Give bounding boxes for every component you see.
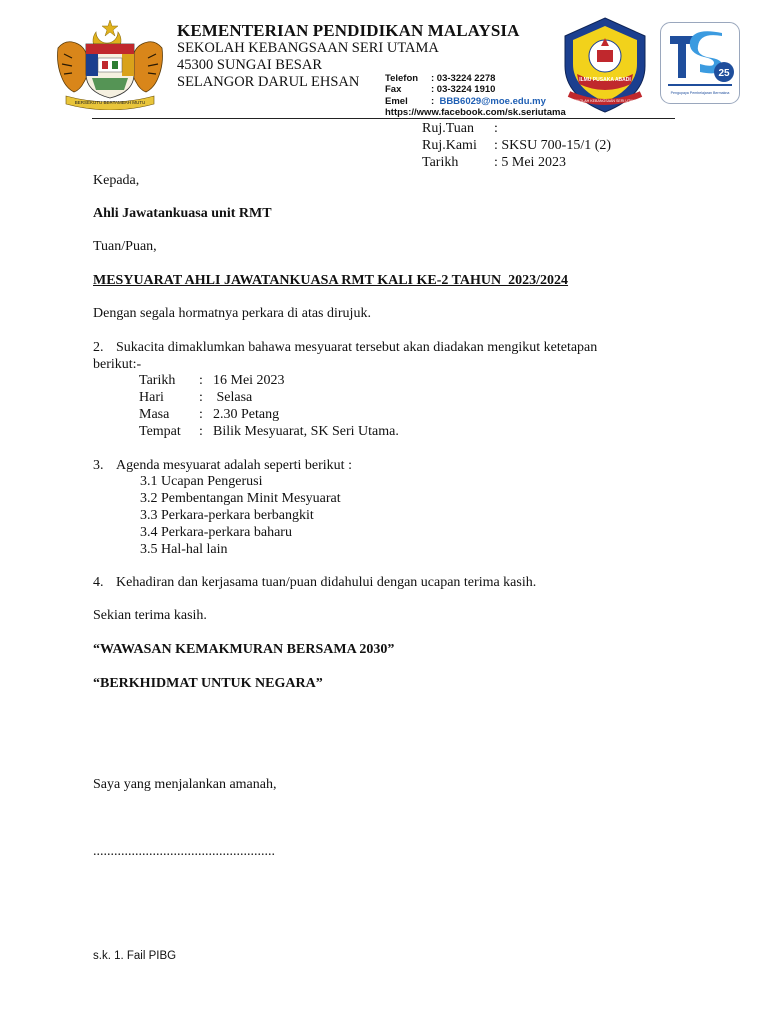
salutation: Tuan/Puan, (93, 239, 157, 254)
ref-date-row (422, 155, 566, 171)
schedule-colon: : (199, 424, 203, 439)
fax-label: Fax (385, 84, 402, 95)
phone-value: : 03-3224 2278 (431, 73, 496, 84)
paragraph-3-text: Agenda mesyuarat adalah seperti berikut : (116, 458, 352, 473)
crest-motto: BERSEKUTU BERTAMBAH MUTU (74, 100, 146, 105)
ts25-subtitle: Pengupaya Pembelajaran Bermakna (670, 91, 730, 95)
school-badge-logo (555, 16, 655, 114)
schedule-row (139, 406, 279, 423)
schedule-value: 16 Mei 2023 (213, 373, 285, 388)
closing-line: Sekian terima kasih. (93, 608, 207, 623)
ref-date-value: : 5 Mei 2023 (494, 155, 566, 170)
agenda-item: 3.5 Hal-hal lain (140, 542, 228, 557)
email-colon: : (431, 96, 435, 107)
paragraph-2-text: Sukacita dimaklumkan bahawa mesyuarat tersebut akan diadakan mengikut ketetapan (116, 340, 598, 355)
paragraph-3 (93, 457, 352, 474)
subject-heading: MESYUARAT AHLI JAWATANKUASA RMT KALI KE-2 TAHUN 2023/2024 (93, 273, 569, 288)
ref-tuan-value: : (494, 121, 498, 136)
email-label: Emel (385, 96, 408, 107)
schedule-label: Masa (139, 407, 170, 422)
schedule-colon: : (199, 407, 203, 422)
paragraph-4-text: Kehadiran dan kerjasama tuan/puan didahului dengan ucapan terima kasih. (116, 575, 537, 590)
schedule-value: 2.30 Petang (213, 407, 280, 422)
ts25-logo (660, 22, 740, 104)
ref-kami-value: : SKSU 700-15/1 (2) (494, 138, 612, 153)
email-line (385, 96, 546, 107)
schedule-label: Tarikh (139, 373, 176, 388)
agenda-item: 3.3 Perkara-perkara berbangkit (140, 508, 314, 523)
paragraph-4 (93, 574, 536, 591)
schedule-colon: : (199, 373, 203, 388)
recipient: Ahli Jawatankuasa unit RMT (93, 206, 272, 221)
schedule-row (139, 389, 252, 406)
paragraph-3-number: 3. (93, 458, 104, 473)
schedule-row (139, 423, 399, 440)
paragraph-2-number: 2. (93, 340, 104, 355)
facebook-link[interactable]: https://www.facebook.com/sk.seriutama (385, 107, 566, 118)
agenda-item: 3.2 Pembentangan Minit Mesyuarat (140, 491, 341, 506)
paragraph-4-number: 4. (93, 575, 104, 590)
school-badge-text: SEKOLAH KEBANGSAAN SERI UTAMA (572, 99, 638, 103)
ref-tuan-label: Ruj.Tuan (422, 121, 475, 136)
schedule-value: Selasa (213, 390, 253, 405)
fax-line (385, 84, 495, 95)
header-divider (92, 118, 675, 119)
signature-line: .................................................... (93, 844, 275, 859)
schedule-label: Hari (139, 390, 164, 405)
phone-line (385, 73, 495, 84)
ref-kami-label: Ruj.Kami (422, 138, 477, 153)
cc-note: s.k. 1. Fail PIBG (93, 950, 177, 962)
school-motto: ILMU PUSAKA ABADI (579, 77, 631, 83)
email-link[interactable]: BBB6029@moe.edu.my (439, 96, 546, 107)
intro-paragraph: Dengan segala hormatnya perkara di atas dirujuk. (93, 306, 371, 321)
ts25-label: 25 (718, 68, 730, 79)
phone-label: Telefon (385, 73, 419, 84)
slogan-wawasan: “WAWASAN KEMAKMURAN BERSAMA 2030” (93, 642, 395, 657)
ministry-title: KEMENTERIAN PENDIDIKAN MALAYSIA (177, 21, 520, 40)
ref-tuan-row (422, 121, 498, 137)
sign-off: Saya yang menjalankan amanah, (93, 777, 277, 792)
ref-date-label: Tarikh (422, 155, 459, 170)
fax-value: : 03-3224 1910 (431, 84, 496, 95)
schedule-colon: : (199, 390, 203, 405)
coat-of-arms-logo (52, 18, 168, 110)
agenda-item: 3.4 Perkara-perkara baharu (140, 525, 292, 540)
schedule-label: Tempat (139, 424, 181, 439)
school-state: SELANGOR DARUL EHSAN (177, 74, 360, 90)
schedule-row (139, 372, 285, 389)
agenda-item: 3.1 Ucapan Pengerusi (140, 474, 263, 489)
school-name: SEKOLAH KEBANGSAAN SERI UTAMA (177, 40, 439, 56)
schedule-value: Bilik Mesyuarat, SK Seri Utama. (213, 424, 399, 439)
addressee-intro: Kepada, (93, 173, 140, 188)
slogan-berkhidmat: “BERKHIDMAT UNTUK NEGARA” (93, 676, 323, 691)
paragraph-2-line2: berikut:- (93, 357, 142, 372)
ref-kami-row (422, 138, 611, 154)
paragraph-2-line1 (93, 339, 597, 356)
school-postcode-city: 45300 SUNGAI BESAR (177, 57, 323, 73)
